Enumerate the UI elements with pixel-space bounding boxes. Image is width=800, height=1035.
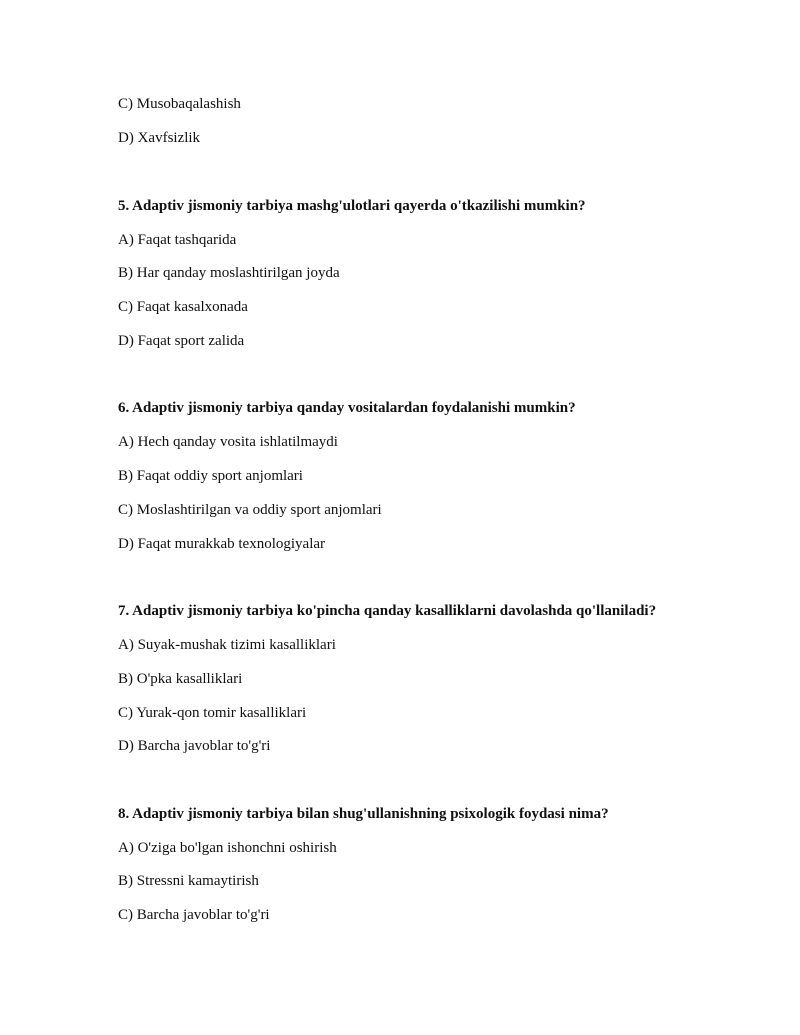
question-8-title: 8. Adaptiv jismoniy tarbiya bilan shug'ullanishning psixologik foydasi nima? (118, 806, 609, 822)
option-text: A) O'ziga bo'lgan ishonchni oshirish (118, 840, 337, 856)
option-text: D) Barcha javoblar to'g'ri (118, 738, 271, 754)
option-text: D) Faqat sport zalida (118, 333, 245, 349)
option-text: C) Moslashtirilgan va oddiy sport anjomlari (118, 502, 382, 518)
option-text: B) Faqat oddiy sport anjomlari (118, 468, 303, 484)
option-text: C) Barcha javoblar to'g'ri (118, 907, 270, 923)
question-7-title: 7. Adaptiv jismoniy tarbiya ko'pincha qanday kasalliklarni davolashda qo'llaniladi? (118, 603, 657, 619)
option-text: B) O'pka kasalliklari (118, 671, 243, 687)
option-text: B) Har qanday moslashtirilgan joyda (118, 265, 340, 281)
option-text: A) Faqat tashqarida (118, 232, 237, 248)
question-5-title: 5. Adaptiv jismoniy tarbiya mashg'ulotlari qayerda o'tkazilishi mumkin? (118, 198, 586, 214)
option-text: C) Musobaqalashish (118, 96, 241, 112)
question-6-title: 6. Adaptiv jismoniy tarbiya qanday vositalardan foydalanishi mumkin? (118, 400, 576, 416)
option-text: C) Faqat kasalxonada (118, 299, 248, 315)
option-text: D) Faqat murakkab texnologiyalar (118, 536, 326, 552)
option-text: D) Xavfsizlik (118, 130, 201, 146)
option-text: C) Yurak-qon tomir kasalliklari (118, 705, 307, 721)
option-text: A) Hech qanday vosita ishlatilmaydi (118, 434, 338, 450)
option-text: A) Suyak-mushak tizimi kasalliklari (118, 637, 336, 653)
option-text: B) Stressni kamaytirish (118, 873, 259, 889)
